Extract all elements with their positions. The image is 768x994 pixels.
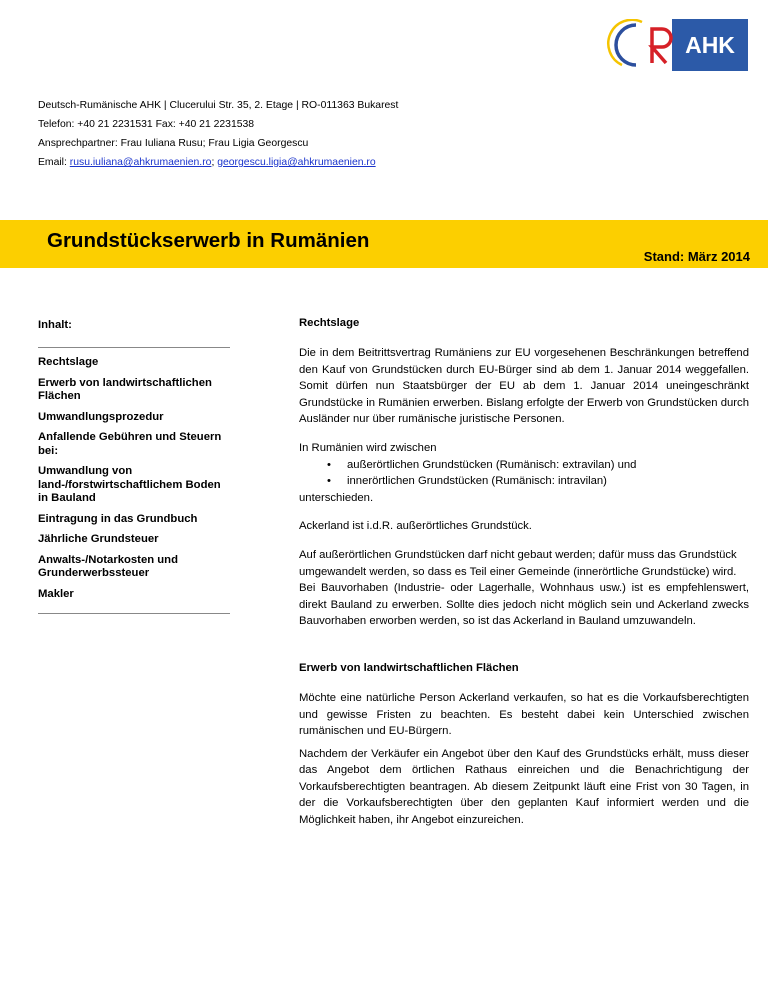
list-intro: In Rumänien wird zwischen — [299, 441, 437, 454]
list-outro: unterschieden. — [299, 491, 374, 504]
email-label: Email: — [38, 157, 67, 168]
toc-item-grundsteuer[interactable]: Jährliche Grundsteuer — [38, 533, 159, 545]
address-line: Deutsch-Rumänische AHK | Clucerului Str. 35, 2. Etage | RO-011363 Bukarest — [38, 100, 399, 111]
toc-list — [38, 356, 230, 601]
toc-item-umwandlungsprozedur[interactable]: Umwandlungsprozedur — [38, 410, 164, 423]
ahk-logo — [606, 19, 748, 71]
paragraph-bauverbot: Auf außerörtlichen Grundstücken darf nicht gebaut werden; dafür muss das Grundstück umgewandelt werden, so dass es Teil einer Gemeinde (innerörtliche Grundstücke) wird. — [299, 548, 737, 578]
toc-item-notarkosten[interactable]: Anwalts-/Notarkosten und Grunderwerbssteuer — [38, 553, 178, 579]
title-banner — [0, 220, 768, 268]
section-heading-erwerb: Erwerb von landwirtschaftlichen Flächen — [299, 661, 519, 674]
toc-item-gebuehren[interactable]: Anfallende Gebühren und Steuern bei: — [38, 431, 222, 457]
contact-persons-line: Ansprechpartner: Frau Iuliana Rusu; Frau Ligia Georgescu — [38, 138, 309, 149]
grundstueck-types-list — [299, 457, 749, 490]
main-content — [299, 315, 749, 829]
section-heading-rechtslage: Rechtslage — [299, 317, 360, 329]
email-link-rusu[interactable]: rusu.iuliana@ahkrumaenien.ro — [69, 157, 212, 168]
contact-block — [38, 96, 398, 172]
page-title: Grundstückserwerb in Rumänien — [47, 229, 370, 252]
table-of-contents — [38, 318, 230, 614]
list-item: • innerörtlichen Grundstücken (Rumänisch: intravilan) — [327, 473, 749, 490]
email-separator: ; — [211, 157, 215, 168]
toc-divider-top — [38, 347, 230, 348]
paragraph-angebot: Nachdem der Verkäufer ein Angebot über den Kauf des Grundstücks erhält, muss dieser das Angebot dem örtlichen Rathaus einreichen und die Benachrichtigung der Vorkaufsberechtigten beantragen. Ab diesem Zeitpunkt läuft eine Frist von 30 Tagen, in der die Vorkaufsberechtigten über den geplanten Kauf informiert werden und die Möglichkeit haben, ihr Angebot einzureichen. — [299, 747, 749, 827]
toc-divider-bottom — [38, 613, 230, 614]
toc-item-erwerb[interactable]: Erwerb von landwirtschaftlichen Flächen — [38, 376, 212, 402]
toc-item-grundbuch[interactable]: Eintragung in das Grundbuch — [38, 512, 198, 525]
paragraph-beitritt: Die in dem Beitrittsvertrag Rumäniens zur EU vorgesehenen Beschränkungen betreffend den Kauf von Grundstücken durch EU-Bürger sind ab dem 1. Januar 2014 weggefallen. Somit dürfen nun Staatsbürger der EU ab dem 1. Januar 2014 uneingeschränkt Grundstücke in Rumänien erwerben. Bislang erfolgte der Erwerb von Grundstücken durch Ausländer nur über rumänische juristische Personen. — [299, 347, 749, 426]
paragraph-vorkauf: Möchte eine natürliche Person Ackerland verkaufen, so hat es die Vorkaufsberechtigten und gewisse Fristen zu beachten. Es besteht dabei kein Unterschied zwischen rumänischen und EU-Bürgern. — [299, 691, 749, 738]
toc-label: Inhalt: — [38, 319, 72, 331]
phone-line: Telefon: +40 21 2231531 Fax: +40 21 2231538 — [38, 119, 255, 130]
toc-item-makler[interactable]: Makler — [38, 587, 74, 600]
list-item: • außerörtlichen Grundstücken (Rumänisch: extravilan) und — [327, 457, 749, 474]
paragraph-ackerland: Ackerland ist i.d.R. außerörtliches Grundstück. — [299, 520, 532, 533]
email-link-georgescu[interactable]: georgescu.ligia@ahkrumaenien.ro — [217, 157, 376, 168]
toc-item-umwandlung-bauland[interactable]: Umwandlung von land-/forstwirtschaftlichem Boden in Bauland — [38, 465, 221, 504]
toc-item-rechtslage[interactable]: Rechtslage — [38, 356, 99, 368]
email-line — [38, 153, 398, 172]
date-stamp: Stand: März 2014 — [643, 249, 750, 264]
logo-text: AHK — [685, 32, 735, 58]
paragraph-bauvorhaben: Bei Bauvorhaben (Industrie- oder Lagerhalle, Wohnhaus usw.) ist es empfehlenswert, direkt Bauland zu erwerben. Sollte dies jedoch nicht möglich sein und Ackerland zwecks Bauvorhaben erworben werden, so ist das Ackerland in Bauland umzuwandeln. — [299, 582, 749, 628]
